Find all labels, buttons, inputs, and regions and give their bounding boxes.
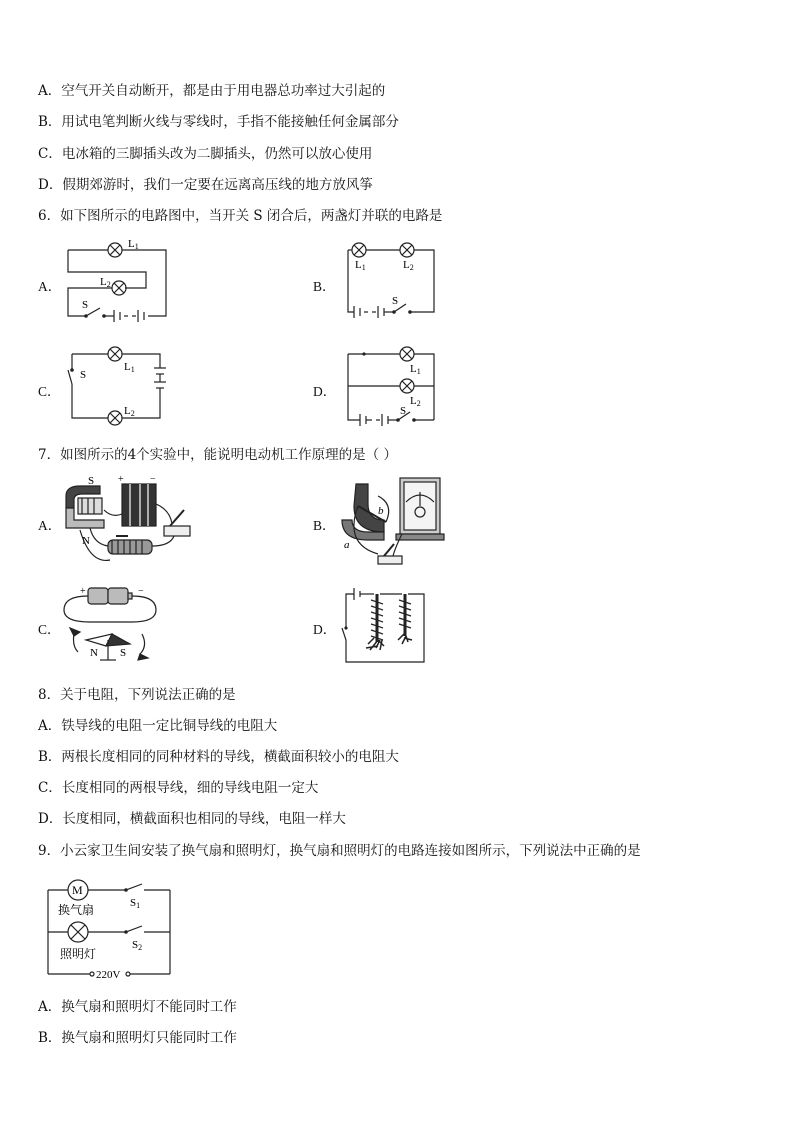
q8-option-b: B．两根长度相同的同种材料的导线，横截面积较小的电阻大 [38, 749, 399, 765]
q7-experiment-d [340, 584, 430, 664]
q5-option-a: A．空气开关自动断开，都是由于用电器总功率过大引起的 [38, 83, 386, 99]
q7c-s-label: S [120, 647, 127, 659]
q7b-b-label: b [378, 505, 384, 517]
q7a-minus-label: − [150, 474, 156, 485]
q7-stem: 7．如图所示的4个实验中，能说明电动机工作原理的是（ ） [38, 447, 397, 463]
q6c-s-label: S [80, 369, 87, 381]
q6-stem: 6．如下图所示的电路图中，当开关 S 闭合后，两盏灯并联的电路是 [38, 208, 443, 224]
q7-experiment-c [60, 584, 160, 664]
q9-s1-label: S1 [130, 897, 141, 910]
q9-option-a: A．换气扇和照明灯不能同时工作 [38, 999, 237, 1015]
q6-label-c: C． [38, 384, 61, 399]
q7c-plus-label: + [80, 586, 86, 597]
q6-circuit-b [340, 238, 440, 323]
q7-label-b: B． [313, 518, 336, 533]
q7-experiment-b [338, 474, 448, 574]
q6-circuit-a [60, 238, 180, 323]
q6b-l2-label: L2 [403, 259, 414, 272]
q6a-l2-label: L2 [100, 276, 111, 289]
q6a-s-label: S [82, 299, 89, 311]
q6d-l2-label: L2 [410, 395, 421, 408]
q7a-n-label: N [82, 535, 90, 547]
q5-option-c: C．电冰箱的三脚插头改为二脚插头，仍然可以放心使用 [38, 146, 373, 162]
q9-motor-symbol: M [72, 883, 83, 897]
q7-label-d: D． [313, 622, 337, 637]
q7-label-a: A． [38, 518, 62, 533]
q9-stem: 9．小云家卫生间安装了换气扇和照明灯，换气扇和照明灯的电路连接如图所示，下列说法中正确的是 [38, 843, 641, 859]
q7c-minus-label: − [138, 586, 144, 597]
q8-option-d: D．长度相同，横截面积也相同的导线，电阻一样大 [38, 811, 346, 827]
q6-circuit-c [64, 344, 174, 424]
q7a-plus-label: + [118, 474, 124, 485]
q6c-l1-label: L1 [124, 361, 135, 374]
q9-voltage-label: 220V [96, 969, 121, 981]
q7-experiment-a [60, 474, 195, 574]
q6-label-a: A． [38, 279, 62, 294]
q6b-s-label: S [392, 295, 399, 307]
q8-option-a: A．铁导线的电阻一定比铜导线的电阻大 [38, 718, 278, 734]
q7c-n-label: N [90, 647, 98, 659]
q9-fan-label: 换气扇 [58, 903, 95, 917]
q6a-l1-label: L1 [128, 238, 139, 251]
q6-circuit-d [340, 344, 440, 429]
q5-option-b: B．用试电笔判断火线与零线时，手指不能接触任何金属部分 [38, 114, 399, 130]
q9-circuit [42, 872, 178, 982]
q9-option-b: B．换气扇和照明灯只能同时工作 [38, 1030, 237, 1046]
q6-label-d: D． [313, 384, 337, 399]
q9-lamp-label: 照明灯 [60, 947, 97, 961]
q5-option-d: D．假期郊游时，我们一定要在远离高压线的地方放风筝 [38, 177, 373, 193]
q7-label-c: C． [38, 622, 61, 637]
q8-stem: 8．关于电阻，下列说法正确的是 [38, 687, 236, 703]
q6d-s-label: S [400, 405, 407, 417]
q6d-l1-label: L1 [410, 363, 421, 376]
q7a-s-label: S [88, 475, 95, 487]
q6c-l2-label: L2 [124, 405, 135, 418]
q6-label-b: B． [313, 279, 336, 294]
q9-s2-label: S2 [132, 939, 143, 952]
q6b-l1-label: L1 [355, 259, 366, 272]
q8-option-c: C．长度相同的两根导线，细的导线电阻一定大 [38, 780, 319, 796]
q7b-a-label: a [344, 539, 350, 551]
